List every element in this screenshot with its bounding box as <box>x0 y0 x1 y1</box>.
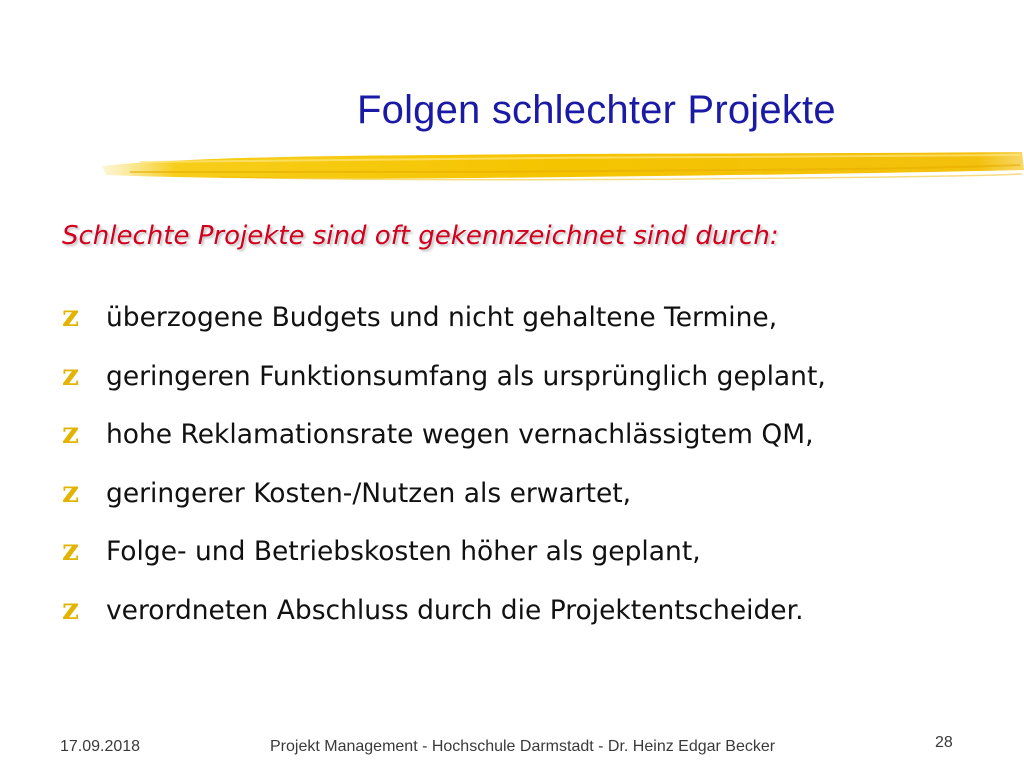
yellow-brush-stroke-divider <box>100 148 1024 188</box>
bullet-text: verordneten Abschluss durch die Projektentscheider. <box>106 594 804 626</box>
bullet-list <box>62 299 826 654</box>
bullet-text: überzogene Budgets und nicht gehaltene Termine, <box>106 302 778 333</box>
bullet-item <box>62 533 826 595</box>
bullet-item <box>62 474 826 537</box>
bullet-item <box>62 299 826 361</box>
bullet-item <box>62 416 826 478</box>
slide-subtitle: Schlechte Projekte sind oft gekennzeichnet sind durch: <box>62 221 779 251</box>
bullet-text: Folge- und Betriebskosten höher als geplant, <box>106 536 701 568</box>
bullet-z-icon: z <box>62 591 80 627</box>
bullet-z-icon: z <box>62 474 80 510</box>
bullet-text: geringerer Kosten-/Nutzen als erwartet, <box>106 477 632 509</box>
footer-date: 17.09.2018 <box>60 738 141 755</box>
bullet-text: geringeren Funktionsumfang als ursprünglich geplant, <box>106 360 826 392</box>
bullet-z-icon: z <box>62 357 80 393</box>
bullet-text: hohe Reklamationsrate wegen vernachlässigtem QM, <box>106 419 814 451</box>
footer-credit: Projekt Management - Hochschule Darmstadt - Dr. Heinz Edgar Becker <box>270 738 776 755</box>
bullet-item <box>62 357 826 420</box>
bullet-z-icon: z <box>62 533 80 569</box>
bullet-z-icon: z <box>62 416 80 452</box>
page-number: 28 <box>935 734 953 751</box>
slide-title: Folgen schlechter Projekte <box>357 88 836 132</box>
bullet-item <box>62 591 826 654</box>
bullet-z-icon: z <box>62 299 80 334</box>
